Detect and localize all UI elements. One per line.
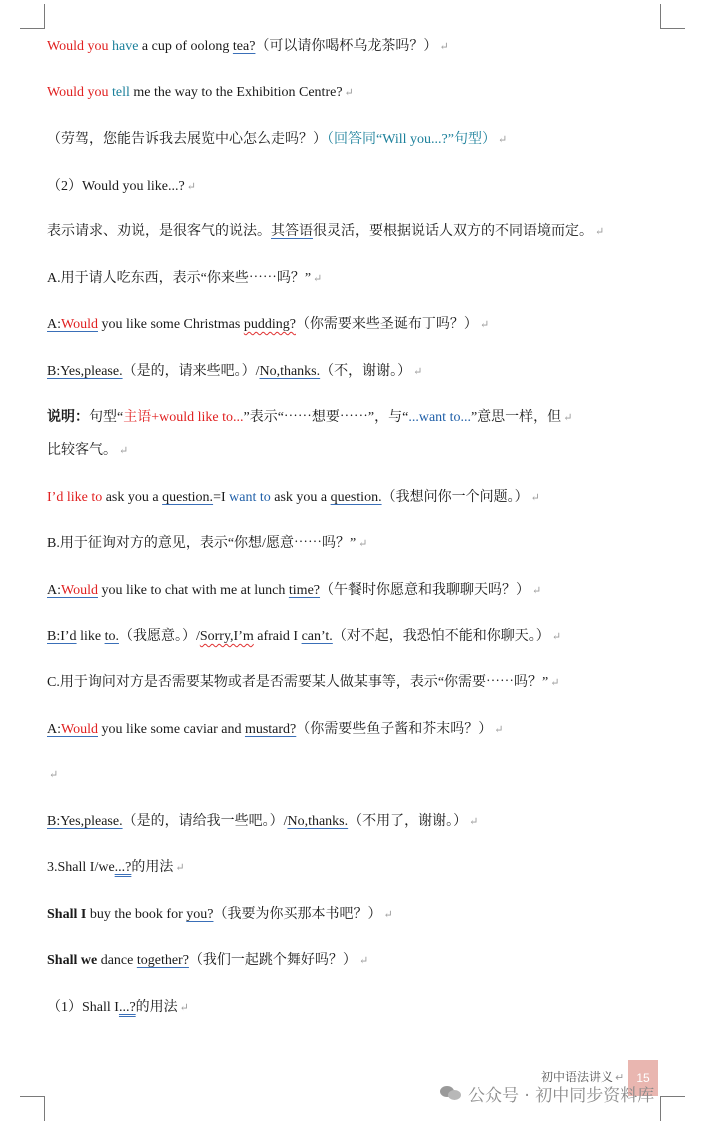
text-line — [47, 719, 668, 741]
footer-header-text: 初中语法讲义 ↵ — [541, 1070, 625, 1084]
text-line — [47, 407, 668, 429]
text-segment: （是的，请给我一些吧。）/ — [122, 814, 288, 829]
text-segment: like — [76, 629, 105, 644]
text-line — [47, 36, 668, 58]
paragraph-mark-icon: ↵ — [358, 955, 369, 967]
text-segment: afraid I — [253, 629, 302, 644]
paragraph-mark-icon: ↵ — [494, 724, 504, 736]
paragraph-mark-icon: ↵ — [358, 538, 368, 550]
text-segment: ...? — [118, 1000, 136, 1015]
text-segment: me the way to the Exhibition Centre? — [129, 85, 343, 100]
text-line — [47, 811, 668, 833]
text-line — [47, 221, 668, 243]
text-segment: （我愿意。）/ — [118, 629, 200, 644]
text-line — [47, 626, 668, 648]
paragraph-mark-icon: ↵ — [413, 366, 423, 378]
text-segment: question. — [162, 490, 214, 505]
text-segment: 的用法 — [131, 860, 174, 875]
text-segment: ”意思一样，但 — [470, 410, 562, 425]
text-segment: （午餐时你愿意和我聊聊天吗？） — [320, 583, 531, 598]
text-line — [47, 764, 668, 786]
text-segment: （2）Would you like...? — [47, 179, 185, 194]
text-segment: Would you — [47, 39, 112, 54]
text-segment: time? — [288, 583, 321, 598]
text-line — [47, 361, 668, 383]
text-line — [47, 580, 668, 602]
text-segment: （1）Shall I — [47, 1000, 119, 1015]
text-segment: ...? — [114, 860, 132, 875]
text-segment: （你需要些鱼子酱和芥末吗？） — [296, 722, 493, 737]
text-segment: ”表示“⋯⋯想要⋯⋯”，与“ — [243, 410, 409, 425]
text-segment: （不用了，谢谢。） — [348, 814, 468, 829]
paragraph-mark-icon: ↵ — [186, 181, 196, 193]
text-segment: A: — [47, 317, 61, 332]
text-segment: Shall we — [47, 953, 98, 968]
text-line — [47, 82, 668, 104]
text-line — [47, 268, 668, 290]
text-segment: 很灵活，要根据说话人双方的不同语境而定。 — [313, 224, 593, 239]
page-corner-mark — [660, 4, 685, 29]
text-segment: （我要为你买那本书吧？） — [213, 907, 382, 922]
text-segment: mustard? — [244, 722, 297, 737]
text-segment: 表示请求、劝说，是很客气的说法。 — [47, 224, 271, 239]
text-segment: B:I’d — [47, 629, 77, 644]
text-line — [47, 997, 668, 1019]
text-segment: dance — [97, 953, 137, 968]
text-segment: =I — [213, 490, 230, 505]
text-segment: （是的，请来些吧。）/ — [122, 364, 260, 379]
text-segment: Would you — [47, 85, 112, 100]
text-line — [47, 129, 668, 151]
text-segment: you like — [97, 583, 147, 598]
text-segment: Would — [61, 317, 98, 332]
text-segment: （不，谢谢。） — [320, 364, 412, 379]
text-segment: to. — [104, 629, 119, 644]
text-segment: Would — [61, 583, 98, 598]
text-segment: tea? — [232, 39, 256, 54]
text-segment: you like — [97, 317, 147, 332]
paragraph-mark-icon: ↵ — [383, 909, 393, 921]
text-segment: tell — [111, 85, 130, 100]
text-segment: want to — [229, 490, 271, 505]
text-segment: 其答语 — [271, 224, 313, 239]
text-segment: （我想问你一个问题。） — [381, 490, 529, 505]
text-segment: ...want to... — [408, 410, 471, 425]
page-corner-mark — [660, 1096, 685, 1121]
paragraph-mark-icon: ↵ — [479, 319, 490, 331]
text-segment: ask you a — [102, 490, 163, 505]
text-segment: B:Yes,please. — [47, 364, 123, 379]
page-corner-mark — [20, 4, 45, 29]
text-segment: 的用法 — [135, 1000, 178, 1015]
page-number: 15 — [628, 1060, 658, 1096]
text-segment: ask you a — [270, 490, 331, 505]
page-corner-mark — [20, 1096, 45, 1121]
text-segment: Would — [61, 722, 98, 737]
paragraph-mark-icon: ↵ — [119, 445, 129, 457]
paragraph-mark-icon: ↵ — [313, 273, 323, 285]
paragraph-mark-icon: ↵ — [532, 585, 542, 597]
text-line — [47, 950, 668, 972]
text-segment: you like — [97, 722, 147, 737]
text-segment: Sorry,I’m — [199, 629, 254, 644]
text-line — [47, 487, 668, 509]
text-segment: A.用于请人吃东西，表示“你来些⋯⋯吗？” — [47, 271, 312, 286]
text-segment: some caviar and — [146, 722, 245, 737]
text-segment: （劳驾，您能告诉我去展览中心怎么走吗？） — [47, 132, 327, 147]
paragraph-mark-icon: ↵ — [497, 134, 508, 146]
text-segment: A: — [47, 722, 61, 737]
text-line — [47, 176, 668, 198]
paragraph-mark-icon: ↵ — [595, 226, 605, 238]
text-line — [47, 533, 668, 555]
paragraph-mark-icon: ↵ — [179, 1002, 189, 1014]
text-segment: some Christmas — [146, 317, 244, 332]
text-segment: Shall I — [47, 907, 87, 922]
text-segment: 主语+would like to... — [123, 410, 244, 425]
text-segment: （对不起，我恐怕不能和你聊天。） — [332, 629, 550, 644]
text-segment: B:Yes,please. — [47, 814, 123, 829]
text-line — [47, 904, 668, 926]
text-segment: can’t. — [301, 629, 333, 644]
wechat-icon — [440, 1084, 462, 1102]
text-segment: I’d like to — [47, 490, 103, 505]
text-segment: 比较客气。 — [47, 443, 117, 458]
text-segment: 3.Shall I/we — [47, 860, 115, 875]
text-segment: question. — [330, 490, 382, 505]
text-segment: you? — [186, 907, 214, 922]
text-segment: have — [111, 39, 139, 54]
text-segment: to chat with me at lunch — [146, 583, 289, 598]
text-segment: 说明： — [47, 410, 89, 425]
text-segment: （我们一起跳个舞好吗？） — [188, 953, 357, 968]
text-line — [47, 672, 668, 694]
paragraph-mark-icon: ↵ — [551, 631, 562, 643]
watermark-text: 公众号 · 初中同步资料库 — [468, 1085, 655, 1106]
text-segment: （可以请你喝杯乌龙茶吗？） — [255, 39, 438, 54]
text-segment: No,thanks. — [287, 814, 349, 829]
text-line — [47, 440, 668, 462]
paragraph-mark-icon: ↵ — [550, 677, 560, 689]
text-segment: C.用于询问对方是否需要某物或者是否需要某人做某事等，表示“你需要⋯⋯吗？” — [47, 675, 549, 690]
paragraph-mark-icon: ↵ — [563, 412, 573, 424]
paragraph-mark-icon: ↵ — [344, 87, 354, 99]
text-segment: （你需要来些圣诞布丁吗？） — [295, 317, 478, 332]
paragraph-mark-icon: ↵ — [530, 492, 540, 504]
paragraph-mark-icon: ↵ — [469, 816, 479, 828]
paragraph-mark-icon: ↵ — [439, 41, 449, 53]
text-segment: No,thanks. — [259, 364, 321, 379]
text-segment: a cup of oolong — [138, 39, 233, 54]
text-line — [47, 857, 668, 879]
paragraph-mark-icon: ↵ — [49, 769, 59, 781]
text-segment: A: — [47, 583, 61, 598]
text-segment: pudding? — [243, 317, 296, 332]
text-segment: B.用于征询对方的意见，表示“你想/愿意⋯⋯吗？” — [47, 536, 357, 551]
text-segment: （回答同“Will you...?”句型） — [327, 132, 496, 147]
text-line — [47, 314, 668, 336]
text-segment: buy the book for — [86, 907, 187, 922]
watermark — [440, 1080, 654, 1106]
text-segment: together? — [136, 953, 189, 968]
text-segment: 句型“ — [89, 410, 124, 425]
paragraph-mark-icon: ↵ — [175, 862, 185, 874]
